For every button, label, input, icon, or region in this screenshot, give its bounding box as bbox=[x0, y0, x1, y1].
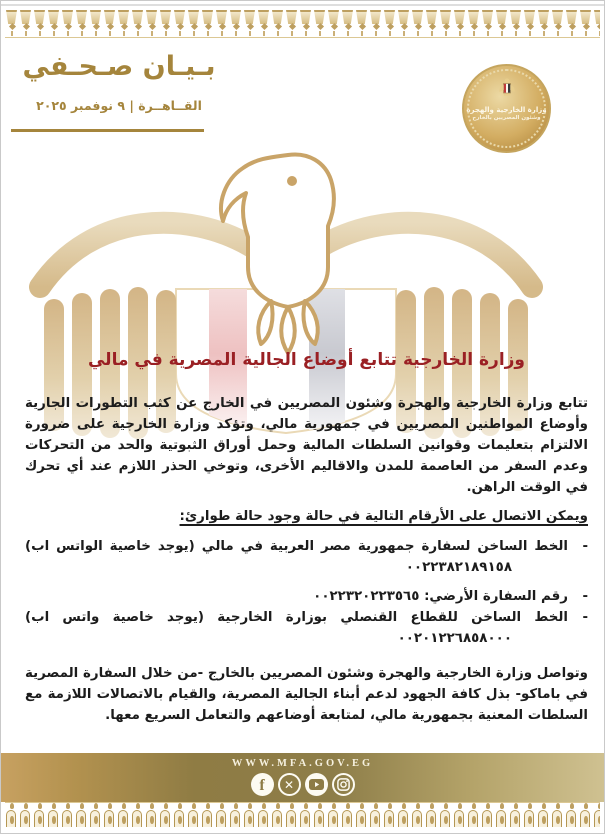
ornament-unit bbox=[61, 9, 75, 37]
ornament-unit bbox=[285, 803, 299, 829]
seal-subtext: وشئون المصريين بالخارج bbox=[472, 114, 541, 121]
website-url[interactable]: WWW.MFA.GOV.EG bbox=[231, 758, 374, 769]
ornament-unit bbox=[271, 9, 285, 37]
ornament-unit bbox=[215, 803, 229, 829]
ornament-unit bbox=[495, 9, 509, 37]
ornament-unit bbox=[481, 803, 495, 829]
ornament-unit bbox=[5, 803, 19, 829]
ornament-unit bbox=[131, 9, 145, 37]
contact-label bbox=[25, 586, 568, 607]
document-body bbox=[25, 393, 588, 726]
dash-bullet: - bbox=[582, 610, 588, 625]
contact-item-consular-hotline bbox=[25, 607, 588, 649]
contact-label: الخط الساخن لسفارة جمهورية مصر العربية في مالي (يوجد خاصية الواتس اب) bbox=[25, 539, 568, 554]
social-icons bbox=[1, 773, 604, 796]
ornament-unit bbox=[551, 9, 565, 37]
ornament-unit bbox=[579, 803, 593, 829]
ornament-unit bbox=[537, 9, 551, 37]
ornament-unit bbox=[75, 803, 89, 829]
ornament-unit bbox=[75, 9, 89, 37]
youtube-icon[interactable] bbox=[305, 773, 328, 796]
ornament-unit bbox=[89, 9, 103, 37]
ornament-unit bbox=[579, 9, 593, 37]
emergency-heading: ويمكن الاتصال على الأرقام التالية في حالة وجود حالة طوارئ: bbox=[179, 509, 588, 524]
ornament-unit bbox=[131, 803, 145, 829]
ornament-unit bbox=[369, 803, 383, 829]
ornament-unit bbox=[565, 803, 579, 829]
ornament-unit bbox=[243, 803, 257, 829]
ornament-unit bbox=[145, 803, 159, 829]
ornament-unit bbox=[523, 803, 537, 829]
ornament-unit bbox=[33, 9, 47, 37]
ornament-unit bbox=[187, 803, 201, 829]
ornament-unit bbox=[425, 803, 439, 829]
ornament-unit bbox=[299, 803, 313, 829]
ornament-unit bbox=[215, 9, 229, 37]
ornament-unit bbox=[439, 803, 453, 829]
ornament-unit bbox=[89, 803, 103, 829]
ornament-unit bbox=[103, 9, 117, 37]
ornament-unit bbox=[257, 9, 271, 37]
ornament-unit bbox=[33, 803, 47, 829]
contact-item-embassy-hotline bbox=[25, 536, 588, 578]
closing-paragraph: وتواصل وزارة الخارجية والهجرة وشئون المصريين بالخارج -من خلال السفارة المصرية في باماكو- بذل كافة الجهود لدعم أبناء الجالية المصرية، والقيام بالاتصالات اللازمة مع السلطات المعنية بجمهورية مالي، لمتابعة أوضاعهم والتعامل السريع معها. bbox=[25, 666, 588, 723]
contact-number: ٠٠٢٢٣٢٠٢٢٣٥٦٥ bbox=[313, 589, 420, 604]
ornament-unit bbox=[117, 803, 131, 829]
ornament-unit bbox=[453, 9, 467, 37]
contact-label-text: رقم السفارة الأرضي: bbox=[424, 589, 568, 604]
contact-number: ٠٠٢٠١٢٢٦٨٥٨٠٠٠ bbox=[397, 631, 512, 646]
ornament-unit bbox=[229, 9, 243, 37]
ornament-unit bbox=[5, 9, 19, 37]
ornament-unit bbox=[369, 9, 383, 37]
bottom-border-ornament bbox=[5, 802, 600, 829]
ornament-unit bbox=[523, 9, 537, 37]
press-release-title: وزارة الخارجية تتابع أوضاع الجالية المصرية في مالي bbox=[87, 350, 525, 370]
dash-bullet: - bbox=[582, 589, 588, 604]
ornament-unit bbox=[299, 9, 313, 37]
ornament-unit bbox=[467, 803, 481, 829]
ornament-unit bbox=[327, 803, 341, 829]
contact-number: ٠٠٢٢٣٨٢١٨٩١٥٨ bbox=[405, 560, 512, 575]
ministry-seal bbox=[462, 64, 551, 153]
facebook-icon[interactable]: f bbox=[251, 773, 274, 796]
ornament-unit bbox=[425, 9, 439, 37]
ornament-unit bbox=[467, 9, 481, 37]
ornament-unit bbox=[187, 9, 201, 37]
ornament-unit bbox=[47, 803, 61, 829]
ornament-unit bbox=[19, 803, 33, 829]
ornament-unit bbox=[341, 9, 355, 37]
ornament-unit bbox=[285, 9, 299, 37]
ornament-unit bbox=[173, 9, 187, 37]
ornament-unit bbox=[453, 803, 467, 829]
header-divider bbox=[11, 129, 204, 132]
ornament-unit bbox=[551, 803, 565, 829]
contact-label: الخط الساخن للقطاع القنصلي بوزارة الخارجية (يوجد خاصية واتس اب) bbox=[25, 610, 568, 625]
body-paragraph: تتابع وزارة الخارجية والهجرة وشئون المصريين في الخارج عن كثب التطورات الجارية وأوضاع المواطنين المصريين في جمهورية مالي، وتؤكد وزارة الخارجية على ضرورة الالتزام بتعليمات وقوانين السلطات المالية وحمل أوراق الثبوتية والحد من التحركات وعدم السفر من العاصمة للمدن والاقاليم الأخرى، وتوخي الحذر اللازم عند أي تحرك في الوقت الراهن. bbox=[25, 396, 588, 495]
ornament-unit bbox=[271, 803, 285, 829]
ornament-unit bbox=[243, 9, 257, 37]
ornament-unit bbox=[397, 803, 411, 829]
ornament-unit bbox=[313, 803, 327, 829]
ornament-unit bbox=[383, 9, 397, 37]
ornament-unit bbox=[411, 803, 425, 829]
ornament-unit bbox=[47, 9, 61, 37]
ornament-unit bbox=[355, 803, 369, 829]
ornament-unit bbox=[495, 803, 509, 829]
ornament-unit bbox=[341, 803, 355, 829]
ornament-unit bbox=[257, 803, 271, 829]
ornament-unit bbox=[103, 803, 117, 829]
ornament-unit bbox=[383, 803, 397, 829]
ornament-unit bbox=[593, 9, 600, 37]
ornament-unit bbox=[19, 9, 33, 37]
ornament-unit bbox=[229, 803, 243, 829]
ornament-unit bbox=[313, 9, 327, 37]
ornament-unit bbox=[159, 9, 173, 37]
instagram-icon[interactable] bbox=[332, 773, 355, 796]
ornament-unit bbox=[173, 803, 187, 829]
ornament-unit bbox=[397, 9, 411, 37]
ornament-unit bbox=[355, 9, 369, 37]
dash-bullet: - bbox=[582, 539, 588, 554]
ornament-unit bbox=[565, 9, 579, 37]
page-top-edge bbox=[1, 4, 604, 6]
ornament-unit bbox=[145, 9, 159, 37]
ornament-unit bbox=[509, 803, 523, 829]
top-border-ornament bbox=[5, 9, 600, 38]
ornament-unit bbox=[159, 803, 173, 829]
ornament-unit bbox=[593, 803, 600, 829]
ornament-unit bbox=[201, 803, 215, 829]
press-statement-title: بـيـان صـحـفي bbox=[22, 51, 216, 82]
ornament-unit bbox=[201, 9, 215, 37]
footer-bar bbox=[1, 753, 604, 802]
ornament-unit bbox=[327, 9, 341, 37]
contact-item-landline bbox=[25, 586, 588, 607]
ornament-unit bbox=[537, 803, 551, 829]
seal-eagle-icon bbox=[497, 77, 517, 101]
dateline: القــاهــرة | ٩ نوفمبر ٢٠٢٥ bbox=[36, 98, 202, 113]
seal-text: وزارة الخارجية والهجرة bbox=[466, 106, 547, 114]
ornament-unit bbox=[61, 803, 75, 829]
ornament-unit bbox=[117, 9, 131, 37]
ornament-unit bbox=[439, 9, 453, 37]
ornament-unit bbox=[411, 9, 425, 37]
ornament-unit bbox=[509, 9, 523, 37]
ornament-unit bbox=[481, 9, 495, 37]
x-icon[interactable]: ✕ bbox=[278, 773, 301, 796]
